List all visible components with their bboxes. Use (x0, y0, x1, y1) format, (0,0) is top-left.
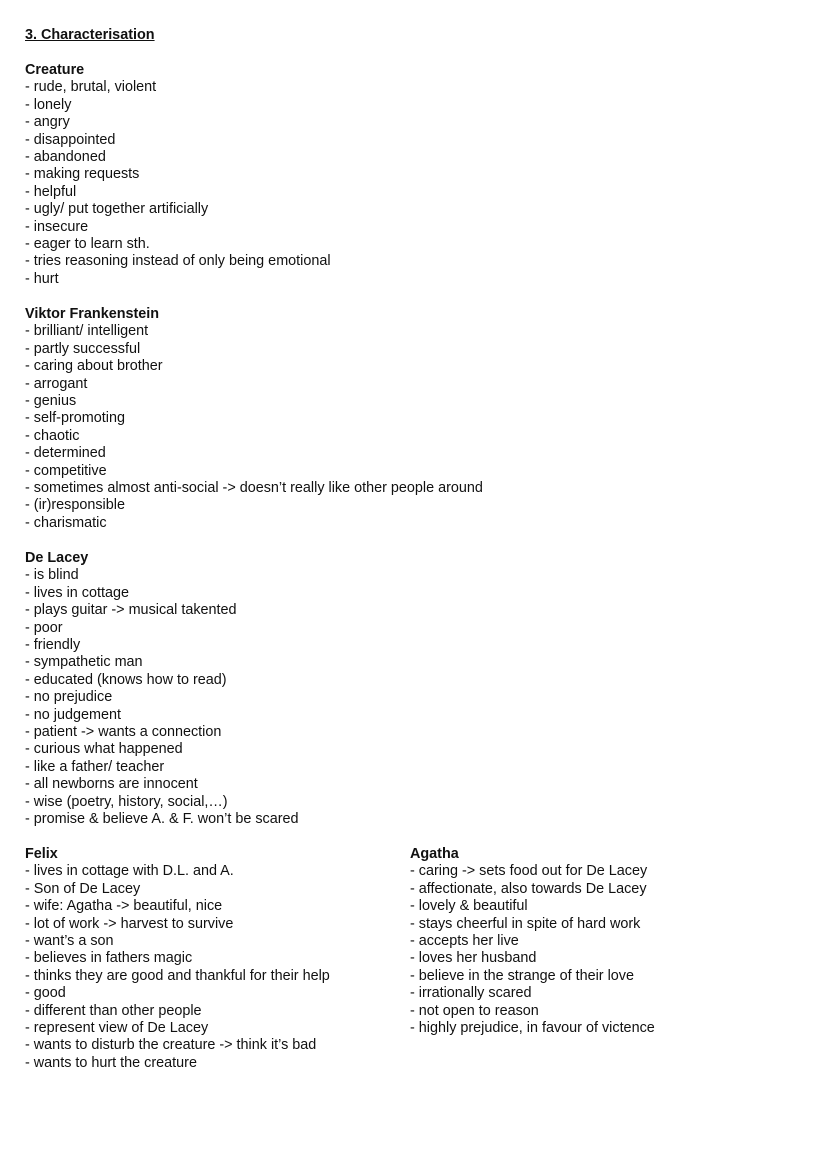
list-item: - abandoned (25, 149, 106, 166)
list-item: - thinks they are good and thankful for their help (25, 967, 330, 984)
list-item: - good (25, 985, 66, 1002)
list-item: - angry (25, 114, 70, 131)
list-item: - eager to learn sth. (25, 236, 150, 253)
list-item: - lonely (25, 96, 72, 113)
list-item: - ugly/ put together artificially (25, 201, 209, 218)
list-item: - brilliant/ intelligent (25, 323, 149, 340)
list-item: - no prejudice (25, 689, 113, 706)
list-item: - not open to reason (410, 1002, 539, 1019)
list-item: - highly prejudice, in favour of victence (410, 1020, 655, 1037)
list-item: - competitive (25, 462, 107, 479)
list-item: - (ir)responsible (25, 497, 125, 514)
trait-list (25, 567, 299, 828)
list-item: - affectionate, also towards De Lacey (410, 880, 647, 897)
list-item: - partly successful (25, 340, 141, 357)
list-item: - accepts her live (410, 933, 519, 950)
trait-list (25, 863, 330, 1072)
trait-list (25, 79, 331, 288)
list-item: - believe in the strange of their love (410, 967, 634, 984)
list-item: - poor (25, 619, 63, 636)
list-item: - no judgement (25, 706, 121, 723)
list-item: - represent view of De Lacey (25, 1020, 209, 1037)
list-item: - genius (25, 393, 77, 410)
trait-list (410, 863, 655, 1037)
section-title: Creature (25, 62, 85, 78)
list-item: - tries reasoning instead of only being emotional (25, 253, 331, 270)
list-item: - wants to hurt the creature (25, 1054, 197, 1071)
section-agatha (410, 846, 655, 1037)
list-item: - loves her husband (410, 950, 537, 967)
list-item: - lovely & beautiful (410, 898, 528, 915)
list-item: - lives in cottage with D.L. and A. (25, 863, 234, 880)
trait-list (25, 323, 483, 532)
list-item: - lives in cottage (25, 584, 129, 601)
section-de-lacey (25, 550, 299, 829)
list-item: - wants to disturb the creature -> think it’s bad (25, 1037, 317, 1054)
list-item: - insecure (25, 218, 89, 235)
list-item: - plays guitar -> musical takented (25, 602, 237, 619)
list-item: - hurt (25, 270, 59, 287)
list-item: - rude, brutal, violent (25, 79, 157, 96)
list-item: - irrationally scared (410, 985, 532, 1002)
section-felix (25, 846, 330, 1072)
list-item: - friendly (25, 637, 81, 654)
list-item: - want’s a son (25, 933, 114, 950)
list-item: - Son of De Lacey (25, 880, 141, 897)
list-item: - helpful (25, 183, 77, 200)
list-item: - stays cheerful in spite of hard work (410, 915, 641, 932)
list-item: - disappointed (25, 131, 116, 148)
list-item: - like a father/ teacher (25, 758, 165, 775)
list-item: - making requests (25, 166, 140, 183)
section-creature (25, 62, 331, 288)
list-item: - different than other people (25, 1002, 202, 1019)
list-item: - lot of work -> harvest to survive (25, 915, 234, 932)
list-item: - sympathetic man (25, 654, 143, 671)
list-item: - educated (knows how to read) (25, 671, 227, 688)
list-item: - self-promoting (25, 410, 125, 427)
list-item: - chaotic (25, 427, 80, 444)
list-item: - charismatic (25, 514, 107, 531)
page-title: 3. Characterisation (25, 27, 155, 43)
list-item: - patient -> wants a connection (25, 724, 222, 741)
list-item: - sometimes almost anti-social -> doesn’t really like other people around (25, 480, 483, 497)
list-item: - promise & believe A. & F. won’t be scared (25, 811, 299, 828)
list-item: - believes in fathers magic (25, 950, 193, 967)
section-title: Felix (25, 846, 58, 862)
section-title: Viktor Frankenstein (25, 306, 160, 322)
list-item: - curious what happened (25, 741, 183, 758)
list-item: - caring -> sets food out for De Lacey (410, 863, 648, 880)
list-item: - all newborns are innocent (25, 776, 198, 793)
list-item: - is blind (25, 567, 79, 584)
list-item: - determined (25, 445, 106, 462)
list-item: - wife: Agatha -> beautiful, nice (25, 898, 223, 915)
section-viktor-frankenstein (25, 306, 483, 532)
section-title: Agatha (410, 846, 459, 862)
section-title: De Lacey (25, 550, 89, 566)
list-item: - wise (poetry, history, social,…) (25, 793, 228, 810)
list-item: - arrogant (25, 375, 88, 392)
list-item: - caring about brother (25, 358, 163, 375)
